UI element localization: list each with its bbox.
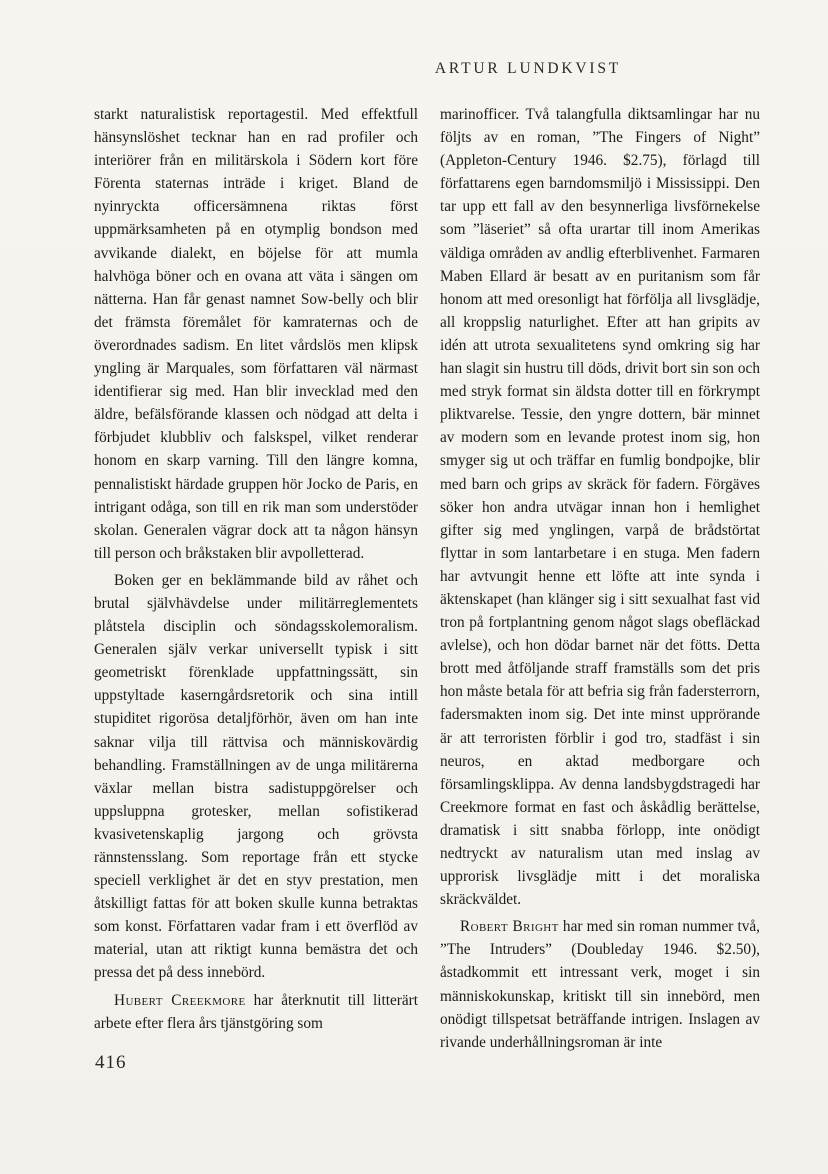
- running-head-text: ARTUR LUNDKVIST: [434, 60, 622, 77]
- right-paragraph-2: [440, 915, 760, 1054]
- right-paragraph-1: marinofficer. Två talangfulla diktsamlingar har nu följts av en roman, ”The Fingers of Night” (Appleton-Century 1946. $2.75), förlagd till författarens egen barndomsmiljö i Mississippi. Den tar upp ett fall av den besynnerliga livsförnekelse som ”läseriet” så ofta urartar till inom Amerikas väldiga områden av andlig efterblivenhet. Farmaren Maben Ellard är besatt av en puritanism som får honom att med oresonligt hat förfölja all livsglädje, all kroppslig naturlighet. Efter att han gripits av idén att utrota sexualitetens synd omkring sig har han slagit sin hustru till döds, drivit bort sin son och med stryk format sin äldsta dotter till en förkrympt pliktvarelse. Tessie, den yngre dottern, bär minnet av modern som en levande protest inom sig, hon smyger sig ut och träffar en fumlig bondpojke, blir med barn och grips av skräck för fadern. Förgäves söker hon andra utvägar innan hon i hemlighet gifter sig med ynglingen, varpå de brådstörtat flyttar in som lantarbetare i en stuga. Men fadern har avtvungit henne ett löfte att inte synda i äktenskapet (han klänger sig i sitt sexualhat fast vid tron på fortplantning genom något slags obefläckad avlelse), och hon dödar barnet när det fötts. Detta brott med åtföljande straff framställs som det pris hon måste betala för att befria sig från fadersterrorn, fadersmakten inom sig. Det inte minst upprörande är att terroristen förblir i god tro, stadfäst i sin neuros, en aktad medborgare och församlingsklippa. Av denna landsbygdstragedi har Creekmore format en fast och åskådlig berättelse, dramatisk i sitt snabba förlopp, inte onödigt nedtryckt av naturalism utan med inslag av upprorisk livsglädje mitt i det moraliska skräckväldet.: [440, 106, 760, 909]
- left-paragraph-3: [94, 989, 418, 1035]
- left-paragraph-1: starkt naturalistisk reportagestil. Med effektfull hänsynslöshet tecknar han en rad profiler och interiörer från en militärskola i Södern kort före Förenta staternas inträde i kriget. Bland de nyinryckta officersämnena riktas först uppmärksamheten på en otymplig bondson med avvikande dialekt, en böjelse för att mumla halvhöga böner och en ovana att väta i sängen om nätterna. Han får genast namnet Sow-belly och blir det främsta föremålet för kamraternas och de överordnades sadism. En litet vårdslös men klipsk yngling är Marquales, som författaren väl närmast identifierar sig med. Han blir invecklad med den äldre, befälsförande klassen och nödgad att delta i förbjudet klubbliv och falskspel, vilket renderar honom en skarp varning. Till den längre komna, pennalistiskt härdade gruppen hör Jocko de Paris, en intrigant odåga, son till en rik man som understöder skolan. Generalen vägrar dock att ta någon hänsyn till person och bråkstaken blir avpolletterad.: [94, 106, 418, 562]
- author-name-bright: Robert Bright: [460, 918, 559, 936]
- left-paragraph-3-text: har återknutit till litterärt arbete efter flera års tjänstgöring som: [94, 991, 418, 1032]
- running-head: [0, 60, 828, 78]
- right-column: [440, 103, 760, 1054]
- left-column: [94, 103, 418, 1035]
- page-number: 416: [95, 1052, 127, 1073]
- right-paragraph-2-text: har med sin roman nummer två, ”The Intruders” (Doubleday 1946. $2.50), åstadkommit ett intressant verk, moget i sin människokunskap, kritiskt till sin innebörd, men onödigt tillspetsat beträffande intrigen. Inslagen av rivande underhållningsroman är inte: [440, 918, 760, 1051]
- author-name-creekmore: Hubert Creekmore: [114, 991, 246, 1009]
- left-paragraph-2: Boken ger en beklämmande bild av råhet och brutal självhävdelse under militärreglementets plåtstela disciplin och söndagsskolemoralism. Generalen själv verkar universellt typisk i sitt geometriskt förenklade uppfattningssätt, sin uppstyltade kaserngårdsretorik och sina intill stupiditet rigorösa detaljförhör, även om han inte saknar vilja till rättvisa och människovärdig behandling. Framställningen av de unga militärerna växlar mellan bistra sadistuppgörelser och uppsluppna grotesker, mellan sofistikerad kvasivetenskaplig jargong och grövsta rännstensslang. Som reportage från ett stycke speciell verklighet är det en styv prestation, men åtskilligt fattas för att boken skulle kunna betraktas som konst. Författaren vadar fram i ett överflöd av material, utan att riktigt kunna bemästra det och pressa det på dess innebörd.: [94, 571, 418, 982]
